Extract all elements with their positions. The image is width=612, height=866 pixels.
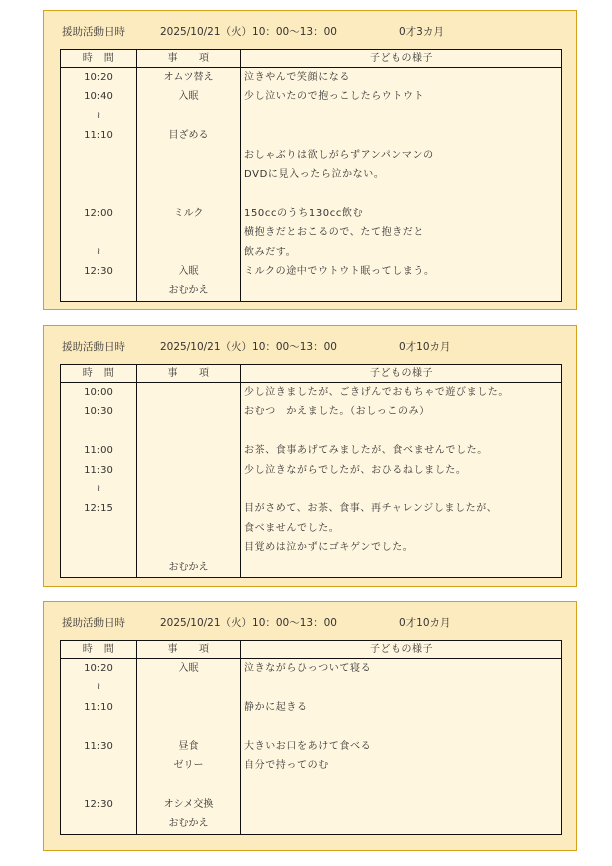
- column-header-time: 時 間: [61, 365, 137, 383]
- time-cell: ≀: [61, 480, 137, 499]
- item-cell: [137, 538, 241, 557]
- note-cell: [241, 795, 562, 814]
- activity-label: 援助活動日時: [62, 341, 125, 353]
- time-cell: 12:00: [61, 204, 137, 223]
- item-cell: [137, 519, 241, 538]
- time-cell: ≀: [61, 107, 137, 126]
- table-row: [61, 480, 562, 499]
- child-age: 0才3カ月: [399, 26, 444, 38]
- time-cell: [61, 538, 137, 557]
- item-cell: おむかえ: [137, 281, 241, 301]
- item-cell: [137, 499, 241, 518]
- note-cell: 飲みだす。: [241, 243, 562, 262]
- column-header-note: 子どもの様子: [241, 365, 562, 383]
- table-row: [61, 775, 562, 794]
- item-cell: [137, 243, 241, 262]
- note-cell: [241, 184, 562, 203]
- time-cell: ≀: [61, 243, 137, 262]
- item-cell: オシメ交換: [137, 795, 241, 814]
- item-cell: [137, 184, 241, 203]
- table-row: [61, 538, 562, 557]
- note-cell: 静かに起きる: [241, 698, 562, 717]
- note-cell: [241, 480, 562, 499]
- time-cell: 10:30: [61, 402, 137, 421]
- time-cell: 10:40: [61, 87, 137, 106]
- item-cell: おむかえ: [137, 814, 241, 834]
- table-row: [61, 558, 562, 578]
- time-cell: ≀: [61, 678, 137, 697]
- column-header-item: 事 項: [137, 365, 241, 383]
- time-cell: [61, 223, 137, 242]
- table-row: [61, 223, 562, 242]
- time-cell: [61, 422, 137, 441]
- table-row: [61, 698, 562, 717]
- item-cell: [137, 107, 241, 126]
- item-cell: おむかえ: [137, 558, 241, 578]
- table-row: [61, 756, 562, 775]
- table-row: [61, 146, 562, 165]
- note-cell: 少し泣きましたが、ごきげんでおもちゃで遊びました。: [241, 383, 562, 403]
- time-cell: [61, 184, 137, 203]
- activity-label: 援助活動日時: [62, 617, 125, 629]
- item-cell: [137, 698, 241, 717]
- time-cell: 11:10: [61, 698, 137, 717]
- table-row: [61, 499, 562, 518]
- table-row: [61, 402, 562, 421]
- item-cell: [137, 441, 241, 460]
- table-row: [61, 204, 562, 223]
- time-cell: 12:15: [61, 499, 137, 518]
- note-cell: 泣きながらひっついて寝る: [241, 659, 562, 679]
- table-row: [61, 165, 562, 184]
- item-cell: オムツ替え: [137, 68, 241, 88]
- note-cell: おしゃぶりは欲しがらずアンパンマンの: [241, 146, 562, 165]
- item-cell: [137, 402, 241, 421]
- note-cell: 150ccのうち130cc飲む: [241, 204, 562, 223]
- item-cell: 昼食: [137, 737, 241, 756]
- item-cell: 入眠: [137, 262, 241, 281]
- column-header-item: 事 項: [137, 50, 241, 68]
- activity-log-table: [60, 640, 562, 835]
- child-age: 0才10カ月: [399, 341, 451, 353]
- item-cell: [137, 775, 241, 794]
- child-age: 0才10カ月: [399, 617, 451, 629]
- time-cell: [61, 281, 137, 301]
- time-cell: 12:30: [61, 262, 137, 281]
- time-cell: 12:30: [61, 795, 137, 814]
- item-cell: [137, 422, 241, 441]
- note-cell: 少し泣きながらでしたが、おひるねしました。: [241, 461, 562, 480]
- item-cell: [137, 165, 241, 184]
- table-row: [61, 441, 562, 460]
- time-cell: [61, 165, 137, 184]
- care-record-card: [43, 325, 577, 587]
- item-cell: 入眠: [137, 659, 241, 679]
- note-cell: [241, 678, 562, 697]
- time-cell: [61, 558, 137, 578]
- time-cell: 10:20: [61, 68, 137, 88]
- table-row: [61, 184, 562, 203]
- time-cell: 10:20: [61, 659, 137, 679]
- item-cell: [137, 461, 241, 480]
- activity-datetime: 2025/10/21（火）10：00〜13：00: [160, 617, 337, 629]
- table-header-row: [61, 50, 562, 68]
- note-cell: 目がさめて、お茶、食事、再チャレンジしましたが、: [241, 499, 562, 518]
- item-cell: [137, 383, 241, 403]
- care-record-card: [43, 10, 577, 310]
- table-row: [61, 795, 562, 814]
- activity-label: 援助活動日時: [62, 26, 125, 38]
- activity-log-table: [60, 364, 562, 578]
- column-header-item: 事 項: [137, 641, 241, 659]
- item-cell: [137, 717, 241, 736]
- time-cell: [61, 814, 137, 834]
- table-row: [61, 659, 562, 679]
- table-row: [61, 126, 562, 145]
- table-row: [61, 243, 562, 262]
- activity-log-table: [60, 49, 562, 302]
- table-row: [61, 87, 562, 106]
- note-cell: [241, 126, 562, 145]
- note-cell: [241, 558, 562, 578]
- table-row: [61, 519, 562, 538]
- note-cell: 食べませんでした。: [241, 519, 562, 538]
- note-cell: お茶、食事あげてみましたが、食べませんでした。: [241, 441, 562, 460]
- table-row: [61, 461, 562, 480]
- table-row: [61, 383, 562, 403]
- note-cell: 横抱きだとおこるので、たて抱きだと: [241, 223, 562, 242]
- column-header-time: 時 間: [61, 641, 137, 659]
- note-cell: [241, 422, 562, 441]
- item-cell: 入眠: [137, 87, 241, 106]
- table-row: [61, 717, 562, 736]
- time-cell: 10:00: [61, 383, 137, 403]
- note-cell: 少し泣いたので抱っこしたらウトウト: [241, 87, 562, 106]
- note-cell: 自分で持ってのむ: [241, 756, 562, 775]
- note-cell: 泣きやんで笑顔になる: [241, 68, 562, 88]
- item-cell: ゼリー: [137, 756, 241, 775]
- note-cell: [241, 814, 562, 834]
- table-row: [61, 422, 562, 441]
- time-cell: 11:30: [61, 461, 137, 480]
- table-row: [61, 68, 562, 88]
- table-header-row: [61, 641, 562, 659]
- time-cell: [61, 775, 137, 794]
- column-header-time: 時 間: [61, 50, 137, 68]
- column-header-note: 子どもの様子: [241, 50, 562, 68]
- item-cell: ミルク: [137, 204, 241, 223]
- column-header-note: 子どもの様子: [241, 641, 562, 659]
- item-cell: 目ざめる: [137, 126, 241, 145]
- activity-datetime: 2025/10/21（火）10：00〜13：00: [160, 26, 337, 38]
- table-row: [61, 281, 562, 301]
- note-cell: [241, 107, 562, 126]
- note-cell: 大きいお口をあけて食べる: [241, 737, 562, 756]
- table-row: [61, 262, 562, 281]
- item-cell: [137, 480, 241, 499]
- care-record-card: [43, 601, 577, 851]
- time-cell: [61, 146, 137, 165]
- time-cell: [61, 756, 137, 775]
- note-cell: DVDに見入ったら泣かない。: [241, 165, 562, 184]
- note-cell: ミルクの途中でウトウト眠ってしまう。: [241, 262, 562, 281]
- time-cell: 11:00: [61, 441, 137, 460]
- note-cell: [241, 775, 562, 794]
- note-cell: おむつ かえました。（おしっこのみ）: [241, 402, 562, 421]
- table-row: [61, 814, 562, 834]
- table-row: [61, 678, 562, 697]
- item-cell: [137, 223, 241, 242]
- note-cell: [241, 281, 562, 301]
- time-cell: [61, 519, 137, 538]
- time-cell: [61, 717, 137, 736]
- item-cell: [137, 146, 241, 165]
- table-row: [61, 107, 562, 126]
- time-cell: 11:10: [61, 126, 137, 145]
- activity-datetime: 2025/10/21（火）10：00〜13：00: [160, 341, 337, 353]
- note-cell: 目覚めは泣かずにゴキゲンでした。: [241, 538, 562, 557]
- item-cell: [137, 678, 241, 697]
- table-row: [61, 737, 562, 756]
- time-cell: 11:30: [61, 737, 137, 756]
- table-header-row: [61, 365, 562, 383]
- note-cell: [241, 717, 562, 736]
